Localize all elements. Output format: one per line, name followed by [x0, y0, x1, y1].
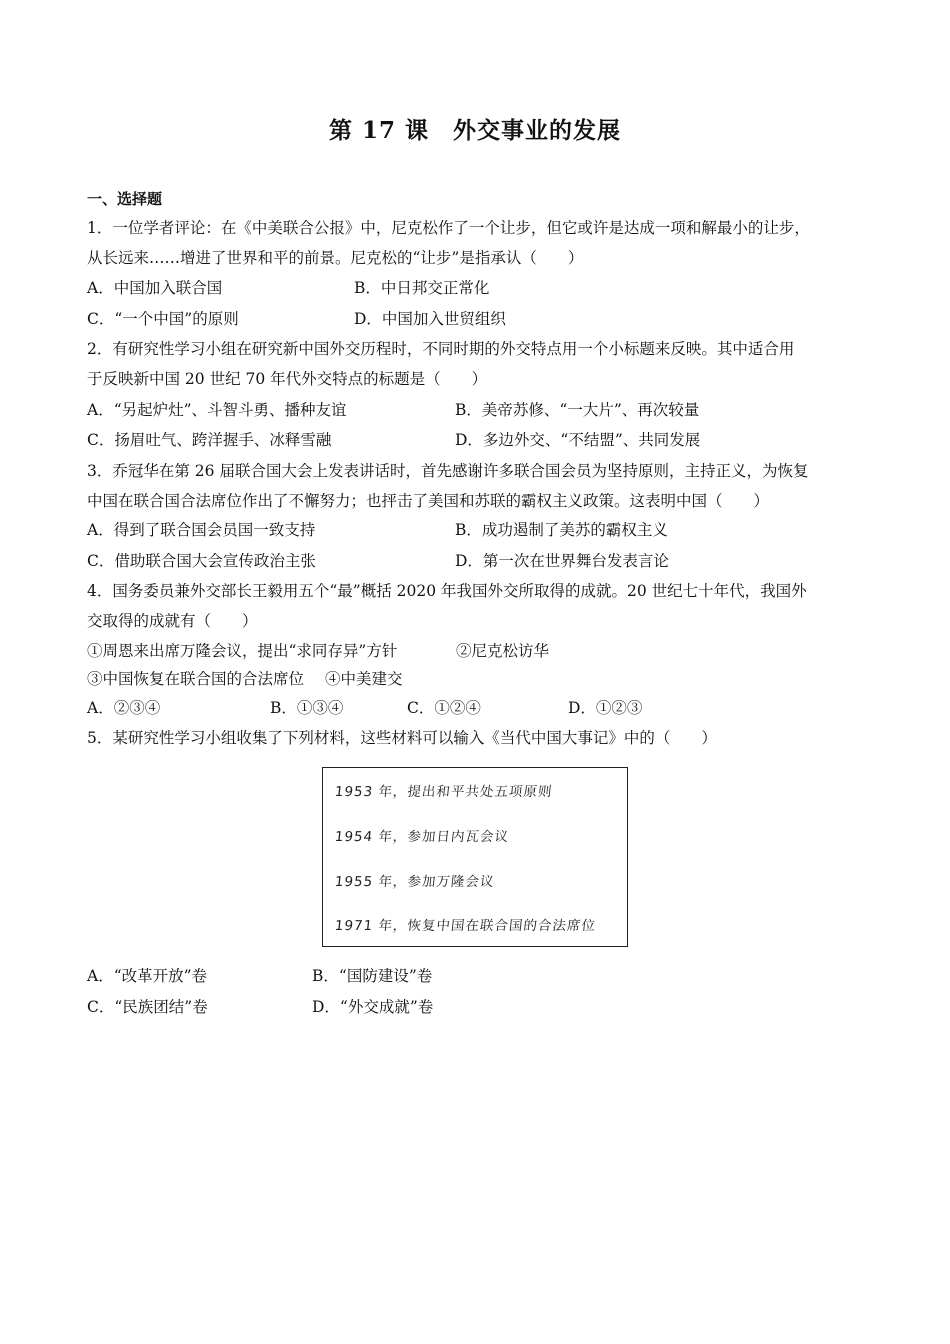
q3-option-b: B．成功遏制了美苏的霸权主义	[455, 521, 668, 539]
q4-option-c: C．①②④	[407, 699, 481, 717]
q4-option-a: A．②③④	[87, 699, 161, 717]
q4-item-2: ②尼克松访华	[456, 642, 550, 660]
q2-option-a: A．“另起炉灶”、斗智斗勇、播种友谊	[87, 401, 347, 419]
q5-stem-line1: 5．某研究性学习小组收集了下列材料，这些材料可以输入《当代中国大事记》中的（ ）	[87, 729, 717, 747]
q5-option-b: B．“国防建设”卷	[312, 967, 433, 985]
material-line-1955: 1955 年，参加万隆会议	[333, 874, 496, 890]
material-box	[322, 767, 628, 947]
material-line-1954: 1954 年，参加日内瓦会议	[333, 829, 510, 845]
q3-stem-line2: 中国在联合国合法席位作出了不懈努力；也抨击了美国和苏联的霸权主义政策。这表明中国（ ）	[87, 492, 770, 510]
q1-stem-line1: 1．一位学者评论：在《中美联合公报》中，尼克松作了一个让步，但它或许是达成一项和解最小的让步，	[87, 219, 810, 237]
q2-option-c: C．扬眉吐气、跨洋握手、冰释雪融	[87, 431, 332, 449]
q1-option-b: B．中日邦交正常化	[354, 279, 490, 297]
q4-option-d: D．①②③	[568, 699, 643, 717]
q2-option-b: B．美帝苏修、“一大片”、再次较量	[455, 401, 700, 419]
material-line-1971: 1971 年，恢复中国在联合国的合法席位	[333, 918, 597, 934]
q2-stem-line2: 于反映新中国 20 世纪 70 年代外交特点的标题是（ ）	[87, 370, 488, 388]
q4-option-b: B．①③④	[270, 699, 344, 717]
q3-option-d: D．第一次在世界舞台发表言论	[455, 552, 669, 570]
q3-option-a: A．得到了联合国会员国一致支持	[87, 521, 316, 539]
section-heading: 一、选择题	[87, 190, 163, 208]
q1-option-d: D．中国加入世贸组织	[354, 310, 506, 328]
q1-stem-line2: 从长远来……增进了世界和平的前景。尼克松的“让步”是指承认（ ）	[87, 249, 584, 267]
q2-stem-line1: 2．有研究性学习小组在研究新中国外交历程时，不同时期的外交特点用一个小标题来反映。其中适合用	[87, 340, 795, 358]
q3-stem-line1: 3．乔冠华在第 26 届联合国大会上发表讲话时，首先感谢许多联合国会员为坚持原则，主持正义，为恢复	[87, 462, 809, 480]
q1-option-a: A．中国加入联合国	[87, 279, 223, 297]
q2-option-d: D．多边外交、“不结盟”、共同发展	[455, 431, 701, 449]
q4-item-1: ①周恩来出席万隆会议，提出“求同存异”方针	[87, 642, 398, 660]
q1-option-c: C．“一个中国”的原则	[87, 310, 239, 328]
material-line-1953: 1953 年，提出和平共处五项原则	[333, 784, 554, 800]
page-title: 第 17 课 外交事业的发展	[328, 117, 622, 144]
q5-option-d: D．“外交成就”卷	[312, 998, 434, 1016]
q4-item-4: ④中美建交	[325, 670, 403, 688]
q4-stem-line1: 4．国务委员兼外交部长王毅用五个“最”概括 2020 年我国外交所取得的成就。20 世纪七十年代，我国外	[87, 582, 807, 600]
q3-option-c: C．借助联合国大会宣传政治主张	[87, 552, 316, 570]
q4-stem-line2: 交取得的成就有（ ）	[87, 612, 258, 630]
q4-item-3: ③中国恢复在联合国的合法席位	[87, 670, 305, 688]
q5-option-a: A．“改革开放”卷	[87, 967, 208, 985]
q5-option-c: C．“民族团结”卷	[87, 998, 208, 1016]
